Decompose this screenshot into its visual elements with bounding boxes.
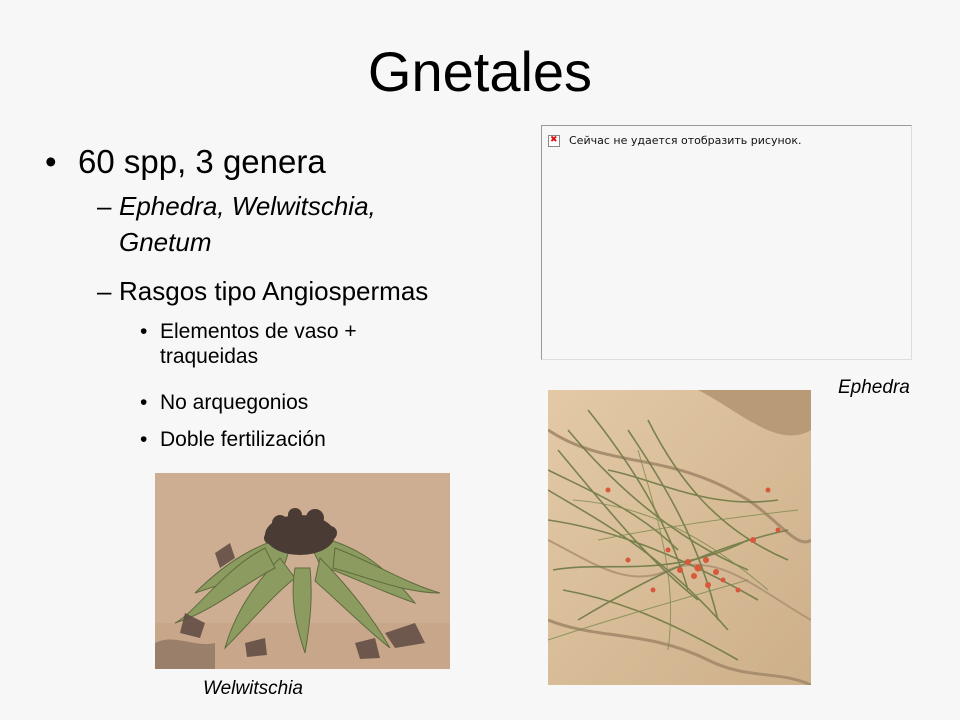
sub-bullet-dash: – bbox=[97, 276, 112, 306]
sub-bullet-dash: – bbox=[97, 191, 112, 221]
sub-bullet-text-line2: Gnetum bbox=[119, 227, 212, 257]
broken-image-icon bbox=[548, 135, 560, 147]
bullet-dot: • bbox=[45, 143, 57, 180]
bullet-dot: • bbox=[140, 391, 148, 414]
welwitschia-photo bbox=[155, 473, 450, 669]
slide-title: Gnetales bbox=[367, 40, 593, 103]
bullet-dot: • bbox=[140, 428, 148, 451]
welwitschia-illustration bbox=[155, 473, 450, 669]
trait-text: Doble fertilización bbox=[160, 428, 326, 451]
trait-text: traqueidas bbox=[160, 345, 259, 368]
bullet-dot: • bbox=[140, 320, 148, 343]
ephedra-photo bbox=[548, 390, 811, 685]
sub-bullet-text-line1: Ephedra, Welwitschia, bbox=[119, 191, 376, 221]
bullet-text-genera: 60 spp, 3 genera bbox=[78, 143, 326, 180]
broken-image-placeholder bbox=[541, 125, 912, 360]
caption-ephedra: Ephedra bbox=[838, 377, 910, 398]
trait-text: Elementos de vaso + bbox=[160, 320, 357, 343]
trait-text: No arquegonios bbox=[160, 391, 309, 414]
caption-welwitschia: Welwitschia bbox=[203, 678, 303, 699]
broken-image-message: Сейчас не удается отобразить рисунок. bbox=[569, 134, 802, 147]
ephedra-illustration bbox=[548, 390, 811, 685]
sub-bullet-text-traits: Rasgos tipo Angiospermas bbox=[119, 276, 429, 306]
